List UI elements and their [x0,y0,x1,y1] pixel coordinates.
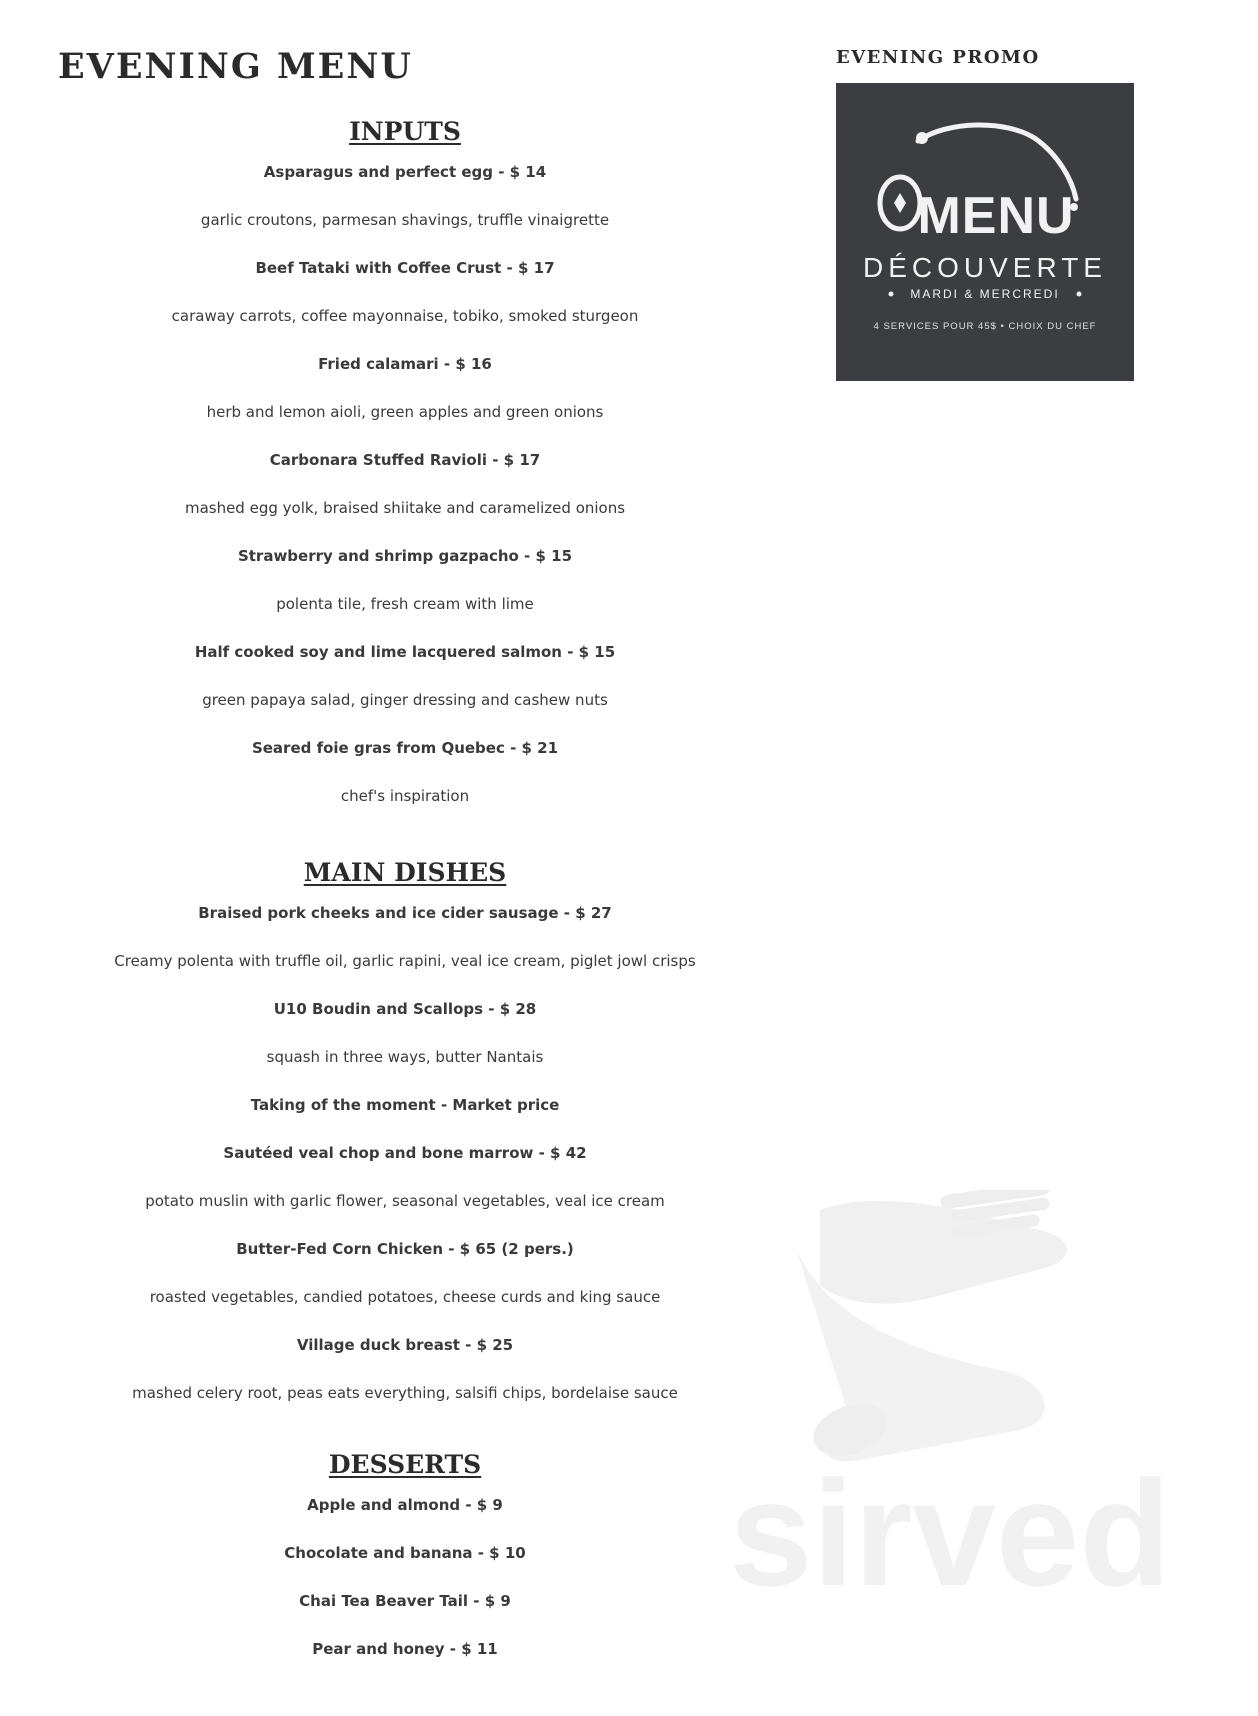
menu-item-description: mashed celery root, peas eats everything, salsifi chips, bordelaise sauce [132,1384,678,1402]
menu-item-description: herb and lemon aioli, green apples and green onions [206,403,604,421]
menu-item-name: Chocolate and banana - $ 10 [284,1544,526,1562]
menu-item-name: Taking of the moment - Market price [250,1096,560,1114]
section-heading: INPUTS [349,117,461,146]
promo-headline: DÉCOUVERTE [863,252,1107,283]
watermark-logo [700,1190,1200,1610]
menu-item-name: Pear and honey - $ 11 [312,1640,498,1658]
watermark-text: sirved [729,1449,1171,1610]
menu-item-description: mashed egg yolk, braised shiitake and caramelized onions [184,499,626,517]
promo-title: EVENING PROMO [836,47,1040,68]
menu-item-name: Sautéed veal chop and bone marrow - $ 42 [223,1144,587,1162]
menu-item-name: Fried calamari - $ 16 [318,355,492,373]
menu-item-name: Asparagus and perfect egg - $ 14 [263,163,547,181]
promo-days: MARDI & MERCREDI [910,287,1060,301]
page-title: EVENING MENU [58,46,413,87]
section-heading: DESSERTS [328,1450,482,1479]
menu-item-name: Butter-Fed Corn Chicken - $ 65 (2 pers.) [236,1240,574,1258]
menu-item-name: Village duck breast - $ 25 [296,1336,514,1354]
menu-item-name: Carbonara Stuffed Ravioli - $ 17 [269,451,541,469]
menu-item-description: green papaya salad, ginger dressing and cashew nuts [202,691,608,709]
menu-item-description: garlic croutons, parmesan shavings, truffle vinaigrette [200,211,610,229]
menu-item-name: Braised pork cheeks and ice cider sausage - $ 27 [198,904,612,922]
promo-logo-word: MENU [917,187,1075,245]
menu-item-name: Apple and almond - $ 9 [307,1496,503,1514]
menu-item-name: Strawberry and shrimp gazpacho - $ 15 [237,547,573,565]
menu-item-name: Beef Tataki with Coffee Crust - $ 17 [255,259,555,277]
menu-item-description: squash in three ways, butter Nantais [266,1048,544,1066]
menu-item-name: Half cooked soy and lime lacquered salmon - $ 15 [194,643,616,661]
promo-offer: 4 SERVICES POUR 45$ • CHOIX DU CHEF [873,321,1097,332]
menu-item-description: Creamy polenta with truffle oil, garlic rapini, veal ice cream, piglet jowl crisps [114,952,696,970]
menu-item-name: U10 Boudin and Scallops - $ 28 [273,1000,537,1018]
menu-item-description: caraway carrots, coffee mayonnaise, tobiko, smoked sturgeon [171,307,639,325]
menu-item-description: polenta tile, fresh cream with lime [276,595,534,613]
menu-item-description: roasted vegetables, candied potatoes, cheese curds and king sauce [149,1288,661,1306]
menu-item-description: chef's inspiration [340,787,470,805]
promo-image[interactable] [836,83,1134,381]
menu-item-description: potato muslin with garlic flower, seasonal vegetables, veal ice cream [145,1192,665,1210]
section-heading: MAIN DISHES [303,858,507,887]
menu-item-name: Chai Tea Beaver Tail - $ 9 [299,1592,511,1610]
fork-and-spoon-icon [790,1190,1067,1466]
menu-item-name: Seared foie gras from Quebec - $ 21 [251,739,559,757]
